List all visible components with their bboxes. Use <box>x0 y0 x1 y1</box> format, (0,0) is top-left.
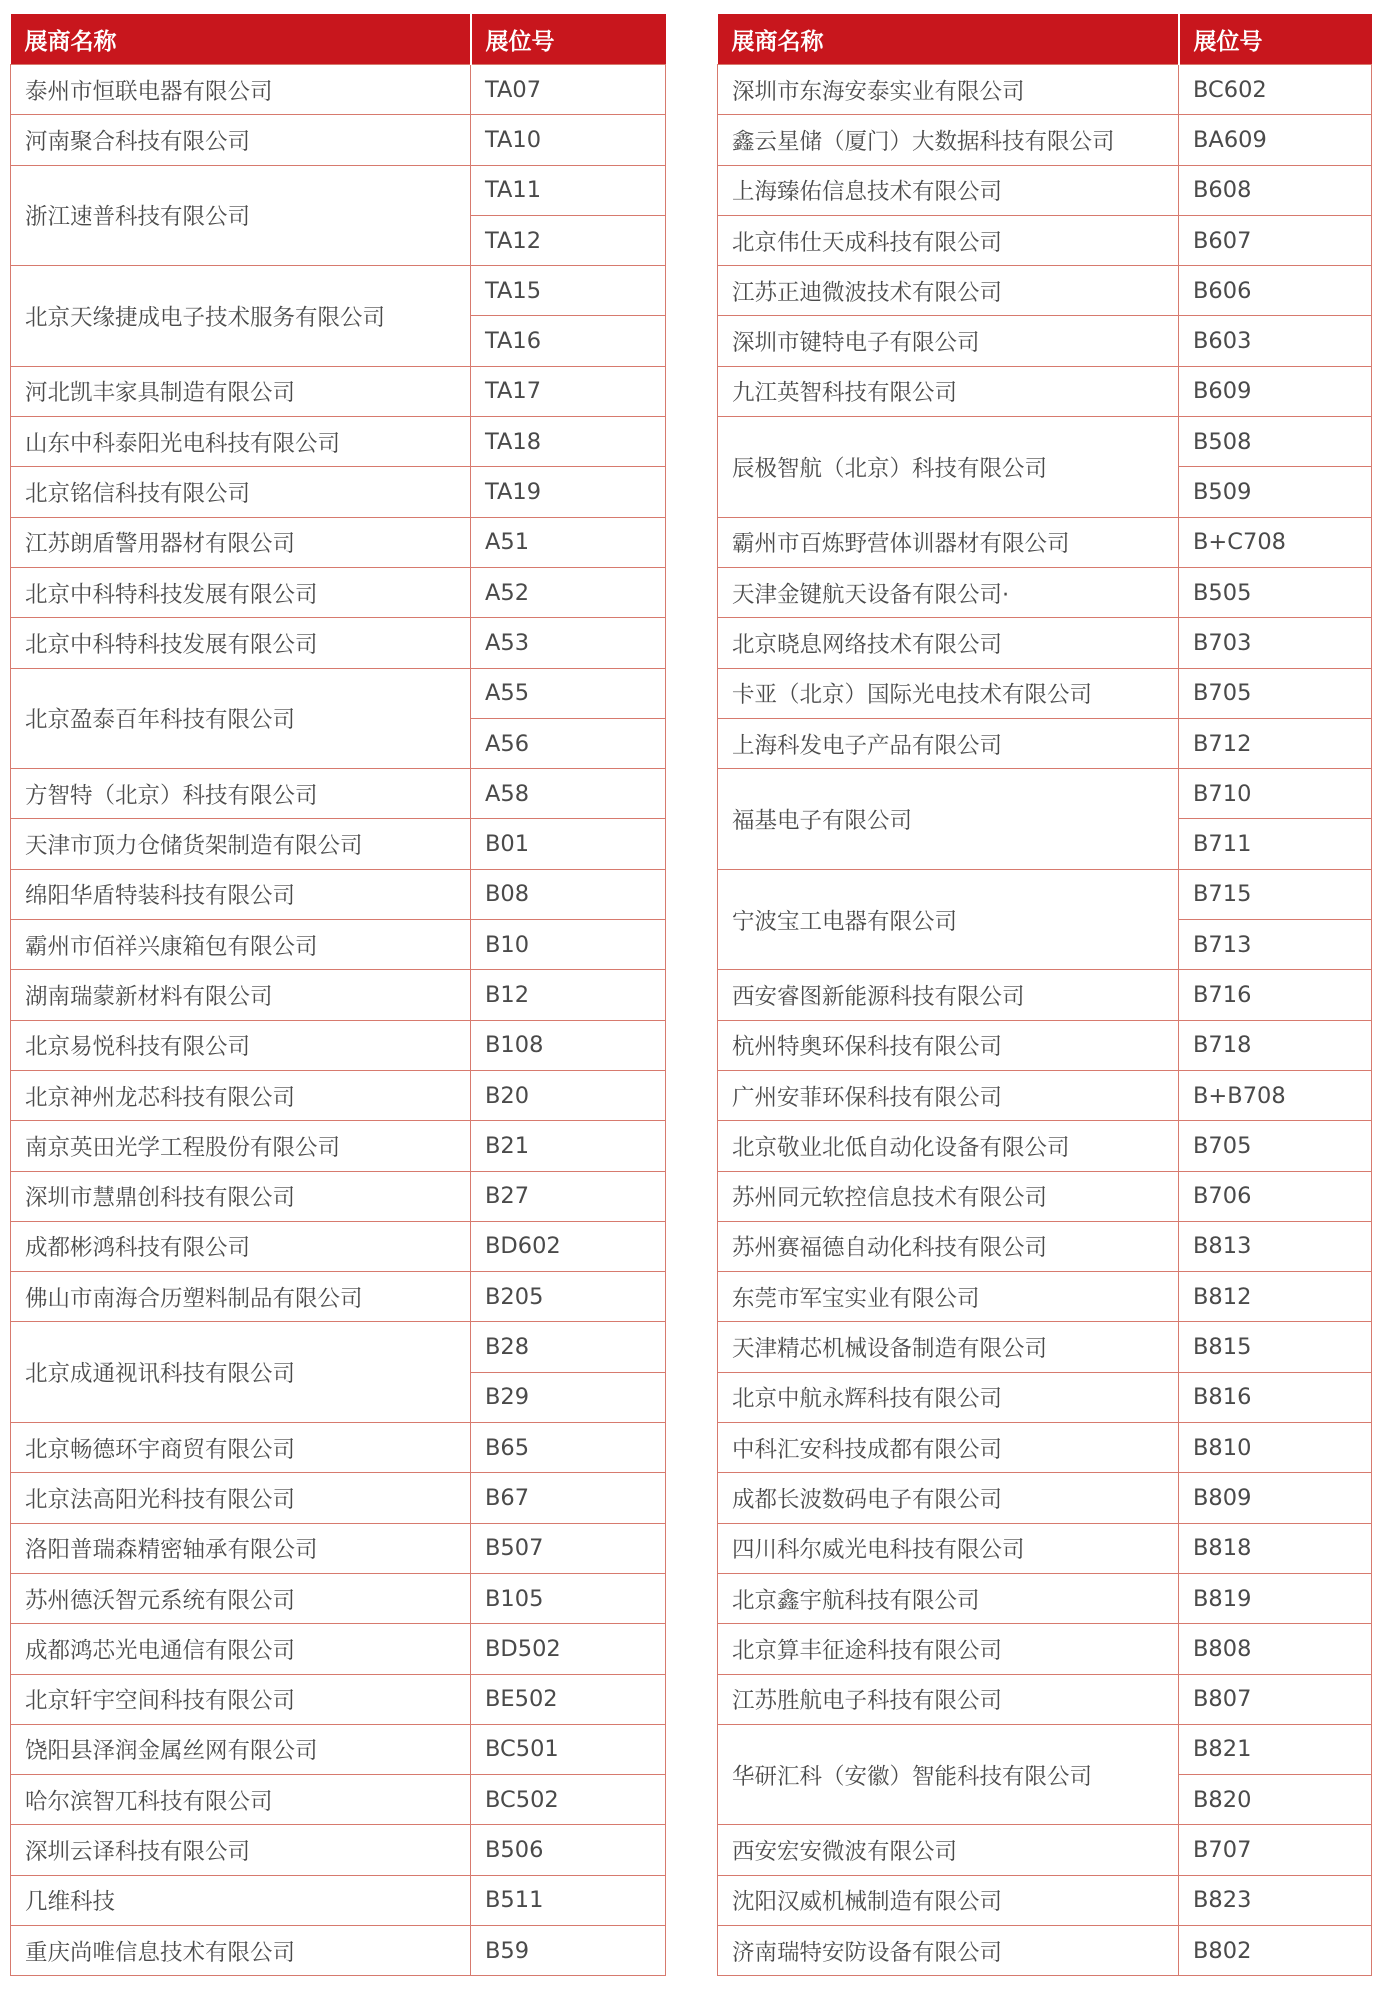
exhibitor-name-cell: 北京中航永辉科技有限公司 <box>718 1372 1179 1422</box>
table-row <box>11 1322 666 1372</box>
table-row <box>718 266 1372 316</box>
booth-number-cell: B706 <box>1179 1171 1372 1221</box>
exhibitor-name-cell: 北京成通视讯科技有限公司 <box>11 1322 471 1423</box>
booth-number-cell: B67 <box>471 1473 666 1523</box>
booth-number-cell: B+B708 <box>1179 1070 1372 1120</box>
exhibitor-name-cell: 上海科发电子产品有限公司 <box>718 718 1179 768</box>
exhibitor-name-cell: 江苏朗盾警用器材有限公司 <box>11 517 471 567</box>
exhibitor-name-cell: 北京神州龙芯科技有限公司 <box>11 1070 471 1120</box>
header-exhibitor-name: 展商名称 <box>718 14 1179 65</box>
table-row <box>718 1624 1372 1674</box>
table-row <box>11 517 666 567</box>
table-row <box>718 366 1372 416</box>
table-row <box>718 1674 1372 1724</box>
booth-number-cell: B816 <box>1179 1372 1372 1422</box>
booth-number-cell: B707 <box>1179 1825 1372 1875</box>
exhibitor-name-cell: 杭州特奥环保科技有限公司 <box>718 1020 1179 1070</box>
table-row <box>718 1724 1372 1774</box>
booth-number-cell: B821 <box>1179 1724 1372 1774</box>
booth-number-cell: BC502 <box>471 1775 666 1825</box>
booth-number-cell: B703 <box>1179 618 1372 668</box>
booth-number-cell: B507 <box>471 1523 666 1573</box>
table-row <box>11 567 666 617</box>
booth-number-cell: B716 <box>1179 970 1372 1020</box>
table-body <box>718 65 1372 1976</box>
exhibitor-table-right <box>717 14 1372 1976</box>
exhibitor-name-cell: 苏州德沃智元系统有限公司 <box>11 1573 471 1623</box>
exhibitor-name-cell: 北京中科特科技发展有限公司 <box>11 618 471 668</box>
table-row <box>11 1423 666 1473</box>
booth-number-cell: A52 <box>471 567 666 617</box>
booth-number-cell: B815 <box>1179 1322 1372 1372</box>
exhibitor-name-cell: 济南瑞特安防设备有限公司 <box>718 1925 1179 1975</box>
table-row <box>11 1221 666 1271</box>
table-row <box>11 366 666 416</box>
table-row <box>11 1121 666 1171</box>
table-row <box>718 1473 1372 1523</box>
booth-number-cell: TA16 <box>471 316 666 366</box>
booth-number-cell: A58 <box>471 769 666 819</box>
booth-number-cell: BD502 <box>471 1624 666 1674</box>
booth-number-cell: TA11 <box>471 165 666 215</box>
exhibitor-table-left <box>10 14 666 1976</box>
table-row <box>718 869 1372 919</box>
table-row <box>718 1423 1372 1473</box>
booth-number-cell: B711 <box>1179 819 1372 869</box>
booth-number-cell: B105 <box>471 1573 666 1623</box>
table-row <box>11 467 666 517</box>
exhibitor-name-cell: 西安睿图新能源科技有限公司 <box>718 970 1179 1020</box>
table-row <box>718 1221 1372 1271</box>
table-row <box>718 65 1372 115</box>
booth-number-cell: BE502 <box>471 1674 666 1724</box>
exhibitor-name-cell: 北京盈泰百年科技有限公司 <box>11 668 471 769</box>
exhibitor-name-cell: 北京天缘捷成电子技术服务有限公司 <box>11 266 471 367</box>
booth-number-cell: B820 <box>1179 1775 1372 1825</box>
exhibitor-name-cell: 辰极智航（北京）科技有限公司 <box>718 417 1179 518</box>
exhibitor-name-cell: 天津精芯机械设备制造有限公司 <box>718 1322 1179 1372</box>
booth-number-cell: B511 <box>471 1875 666 1925</box>
table-row <box>11 1573 666 1623</box>
exhibitor-name-cell: 广州安菲环保科技有限公司 <box>718 1070 1179 1120</box>
table-row <box>718 769 1372 819</box>
exhibitor-name-cell: 鑫云星储（厦门）大数据科技有限公司 <box>718 115 1179 165</box>
exhibitor-name-cell: 四川科尔威光电科技有限公司 <box>718 1523 1179 1573</box>
booth-number-cell: A53 <box>471 618 666 668</box>
exhibitor-name-cell: 洛阳普瑞森精密轴承有限公司 <box>11 1523 471 1573</box>
booth-number-cell: B715 <box>1179 869 1372 919</box>
exhibitor-name-cell: 北京法高阳光科技有限公司 <box>11 1473 471 1523</box>
table-row <box>718 1171 1372 1221</box>
table-row <box>11 65 666 115</box>
table-row <box>718 668 1372 718</box>
exhibitor-name-cell: 北京晓息网络技术有限公司 <box>718 618 1179 668</box>
exhibitor-name-cell: 上海臻佑信息技术有限公司 <box>718 165 1179 215</box>
booth-number-cell: B12 <box>471 970 666 1020</box>
table-body <box>11 65 666 1976</box>
table-row <box>11 1724 666 1774</box>
table-row <box>718 165 1372 215</box>
booth-number-cell: B823 <box>1179 1875 1372 1925</box>
booth-number-cell: TA12 <box>471 215 666 265</box>
booth-number-cell: B59 <box>471 1925 666 1975</box>
table-row <box>718 1925 1372 1975</box>
booth-number-cell: B818 <box>1179 1523 1372 1573</box>
booth-number-cell: TA15 <box>471 266 666 316</box>
exhibitor-name-cell: 天津金键航天设备有限公司· <box>718 567 1179 617</box>
booth-number-cell: B807 <box>1179 1674 1372 1724</box>
booth-number-cell: B813 <box>1179 1221 1372 1271</box>
booth-number-cell: B713 <box>1179 920 1372 970</box>
exhibitor-name-cell: 成都长波数码电子有限公司 <box>718 1473 1179 1523</box>
exhibitor-name-cell: 深圳云译科技有限公司 <box>11 1825 471 1875</box>
booth-number-cell: BA609 <box>1179 115 1372 165</box>
booth-number-cell: B205 <box>471 1272 666 1322</box>
booth-number-cell: B08 <box>471 869 666 919</box>
booth-number-cell: B10 <box>471 920 666 970</box>
exhibitor-name-cell: 方智特（北京）科技有限公司 <box>11 769 471 819</box>
table-row <box>718 1020 1372 1070</box>
table-row <box>718 316 1372 366</box>
booth-number-cell: BC602 <box>1179 65 1372 115</box>
table-row <box>11 1775 666 1825</box>
table-header-row <box>718 14 1372 65</box>
booth-number-cell: TA10 <box>471 115 666 165</box>
booth-number-cell: B718 <box>1179 1020 1372 1070</box>
booth-number-cell: A51 <box>471 517 666 567</box>
booth-number-cell: B607 <box>1179 215 1372 265</box>
exhibitor-name-cell: 北京鑫宇航科技有限公司 <box>718 1573 1179 1623</box>
exhibitor-name-cell: 西安宏安微波有限公司 <box>718 1825 1179 1875</box>
booth-number-cell: TA18 <box>471 417 666 467</box>
booth-number-cell: B705 <box>1179 1121 1372 1171</box>
table-row <box>11 1624 666 1674</box>
booth-number-cell: B508 <box>1179 417 1372 467</box>
table-row <box>718 718 1372 768</box>
table-header-row <box>11 14 666 65</box>
booth-number-cell: B608 <box>1179 165 1372 215</box>
booth-number-cell: B819 <box>1179 1573 1372 1623</box>
booth-number-cell: B705 <box>1179 668 1372 718</box>
booth-number-cell: TA07 <box>471 65 666 115</box>
table-row <box>11 668 666 718</box>
exhibitor-name-cell: 重庆尚唯信息技术有限公司 <box>11 1925 471 1975</box>
table-row <box>11 266 666 316</box>
table-row <box>11 869 666 919</box>
exhibitor-name-cell: 北京铭信科技有限公司 <box>11 467 471 517</box>
booth-number-cell: B506 <box>471 1825 666 1875</box>
exhibitor-name-cell: 江苏正迪微波技术有限公司 <box>718 266 1179 316</box>
table-row <box>718 215 1372 265</box>
exhibitor-name-cell: 九江英智科技有限公司 <box>718 366 1179 416</box>
exhibitor-name-cell: 卡亚（北京）国际光电技术有限公司 <box>718 668 1179 718</box>
exhibitor-name-cell: 宁波宝工电器有限公司 <box>718 869 1179 970</box>
booth-number-cell: B710 <box>1179 769 1372 819</box>
booth-number-cell: BD602 <box>471 1221 666 1271</box>
exhibitor-name-cell: 苏州赛福德自动化科技有限公司 <box>718 1221 1179 1271</box>
exhibitor-name-cell: 浙江速普科技有限公司 <box>11 165 471 266</box>
table-row <box>11 819 666 869</box>
exhibitor-name-cell: 成都彬鸿科技有限公司 <box>11 1221 471 1271</box>
table-row <box>718 1121 1372 1171</box>
exhibitor-name-cell: 南京英田光学工程股份有限公司 <box>11 1121 471 1171</box>
exhibitor-name-cell: 佛山市南海合历塑料制品有限公司 <box>11 1272 471 1322</box>
booth-number-cell: B509 <box>1179 467 1372 517</box>
booth-number-cell: B606 <box>1179 266 1372 316</box>
table-row <box>11 769 666 819</box>
booth-number-cell: TA17 <box>471 366 666 416</box>
table-row <box>718 1523 1372 1573</box>
exhibitor-name-cell: 湖南瑞蒙新材料有限公司 <box>11 970 471 1020</box>
booth-number-cell: A56 <box>471 718 666 768</box>
exhibitor-name-cell: 霸州市百炼野营体训器材有限公司 <box>718 517 1179 567</box>
exhibitor-name-cell: 饶阳县泽润金属丝网有限公司 <box>11 1724 471 1774</box>
exhibitor-name-cell: 江苏胜航电子科技有限公司 <box>718 1674 1179 1724</box>
table-row <box>11 1674 666 1724</box>
table-row <box>718 517 1372 567</box>
exhibitor-name-cell: 北京算丰征途科技有限公司 <box>718 1624 1179 1674</box>
exhibitor-name-cell: 几维科技 <box>11 1875 471 1925</box>
table-row <box>11 1070 666 1120</box>
booth-number-cell: A55 <box>471 668 666 718</box>
exhibitor-name-cell: 哈尔滨智兀科技有限公司 <box>11 1775 471 1825</box>
booth-number-cell: B609 <box>1179 366 1372 416</box>
header-exhibitor-name: 展商名称 <box>11 14 471 65</box>
exhibitor-name-cell: 北京敬业北低自动化设备有限公司 <box>718 1121 1179 1171</box>
table-row <box>718 1825 1372 1875</box>
booth-number-cell: B810 <box>1179 1423 1372 1473</box>
booth-number-cell: B809 <box>1179 1473 1372 1523</box>
booth-number-cell: B01 <box>471 819 666 869</box>
booth-number-cell: B812 <box>1179 1272 1372 1322</box>
table-row <box>11 1875 666 1925</box>
exhibitor-name-cell: 北京畅德环宇商贸有限公司 <box>11 1423 471 1473</box>
exhibitor-name-cell: 北京轩宇空间科技有限公司 <box>11 1674 471 1724</box>
booth-number-cell: B28 <box>471 1322 666 1372</box>
booth-number-cell: B505 <box>1179 567 1372 617</box>
table-row <box>718 567 1372 617</box>
table-row <box>11 920 666 970</box>
exhibitor-name-cell: 河北凯丰家具制造有限公司 <box>11 366 471 416</box>
exhibitor-name-cell: 福基电子有限公司 <box>718 769 1179 870</box>
booth-number-cell: B603 <box>1179 316 1372 366</box>
table-row <box>11 1272 666 1322</box>
booth-number-cell: B29 <box>471 1372 666 1422</box>
table-row <box>11 1825 666 1875</box>
header-booth-number: 展位号 <box>1179 14 1372 65</box>
exhibitor-name-cell: 华研汇科（安徽）智能科技有限公司 <box>718 1724 1179 1825</box>
booth-number-cell: BC501 <box>471 1724 666 1774</box>
exhibitor-name-cell: 绵阳华盾特装科技有限公司 <box>11 869 471 919</box>
table-row <box>718 115 1372 165</box>
exhibitor-name-cell: 河南聚合科技有限公司 <box>11 115 471 165</box>
table-row <box>718 970 1372 1020</box>
exhibitor-name-cell: 成都鸿芯光电通信有限公司 <box>11 1624 471 1674</box>
exhibitor-name-cell: 沈阳汉威机械制造有限公司 <box>718 1875 1179 1925</box>
exhibitor-name-cell: 深圳市慧鼎创科技有限公司 <box>11 1171 471 1221</box>
table-row <box>11 1925 666 1975</box>
table-row <box>718 1875 1372 1925</box>
exhibitor-name-cell: 天津市顶力仓储货架制造有限公司 <box>11 819 471 869</box>
exhibitor-name-cell: 深圳市键特电子有限公司 <box>718 316 1179 366</box>
exhibitor-name-cell: 北京易悦科技有限公司 <box>11 1020 471 1070</box>
booth-number-cell: B21 <box>471 1121 666 1171</box>
table-row <box>11 1171 666 1221</box>
table-row <box>11 970 666 1020</box>
table-row <box>11 115 666 165</box>
header-booth-number: 展位号 <box>471 14 666 65</box>
table-row <box>718 417 1372 467</box>
booth-number-cell: B20 <box>471 1070 666 1120</box>
exhibitor-name-cell: 北京伟仕天成科技有限公司 <box>718 215 1179 265</box>
table-row <box>11 1020 666 1070</box>
booth-number-cell: B+C708 <box>1179 517 1372 567</box>
booth-number-cell: TA19 <box>471 467 666 517</box>
table-row <box>718 1070 1372 1120</box>
booth-number-cell: B27 <box>471 1171 666 1221</box>
table-row <box>718 1322 1372 1372</box>
exhibitor-name-cell: 泰州市恒联电器有限公司 <box>11 65 471 115</box>
table-row <box>718 1372 1372 1422</box>
table-row <box>11 417 666 467</box>
exhibitor-name-cell: 东莞市军宝实业有限公司 <box>718 1272 1179 1322</box>
table-row <box>11 1473 666 1523</box>
table-row <box>11 165 666 215</box>
table-row <box>718 618 1372 668</box>
exhibitor-name-cell: 霸州市佰祥兴康箱包有限公司 <box>11 920 471 970</box>
booth-number-cell: B108 <box>471 1020 666 1070</box>
exhibitor-name-cell: 北京中科特科技发展有限公司 <box>11 567 471 617</box>
exhibitor-name-cell: 山东中科泰阳光电科技有限公司 <box>11 417 471 467</box>
exhibitor-name-cell: 中科汇安科技成都有限公司 <box>718 1423 1179 1473</box>
exhibitor-name-cell: 苏州同元软控信息技术有限公司 <box>718 1171 1179 1221</box>
booth-number-cell: B712 <box>1179 718 1372 768</box>
booth-number-cell: B808 <box>1179 1624 1372 1674</box>
booth-number-cell: B65 <box>471 1423 666 1473</box>
table-row <box>718 1272 1372 1322</box>
exhibitor-name-cell: 深圳市东海安泰实业有限公司 <box>718 65 1179 115</box>
table-row <box>11 1523 666 1573</box>
table-row <box>718 1573 1372 1623</box>
table-row <box>11 618 666 668</box>
booth-number-cell: B802 <box>1179 1925 1372 1975</box>
